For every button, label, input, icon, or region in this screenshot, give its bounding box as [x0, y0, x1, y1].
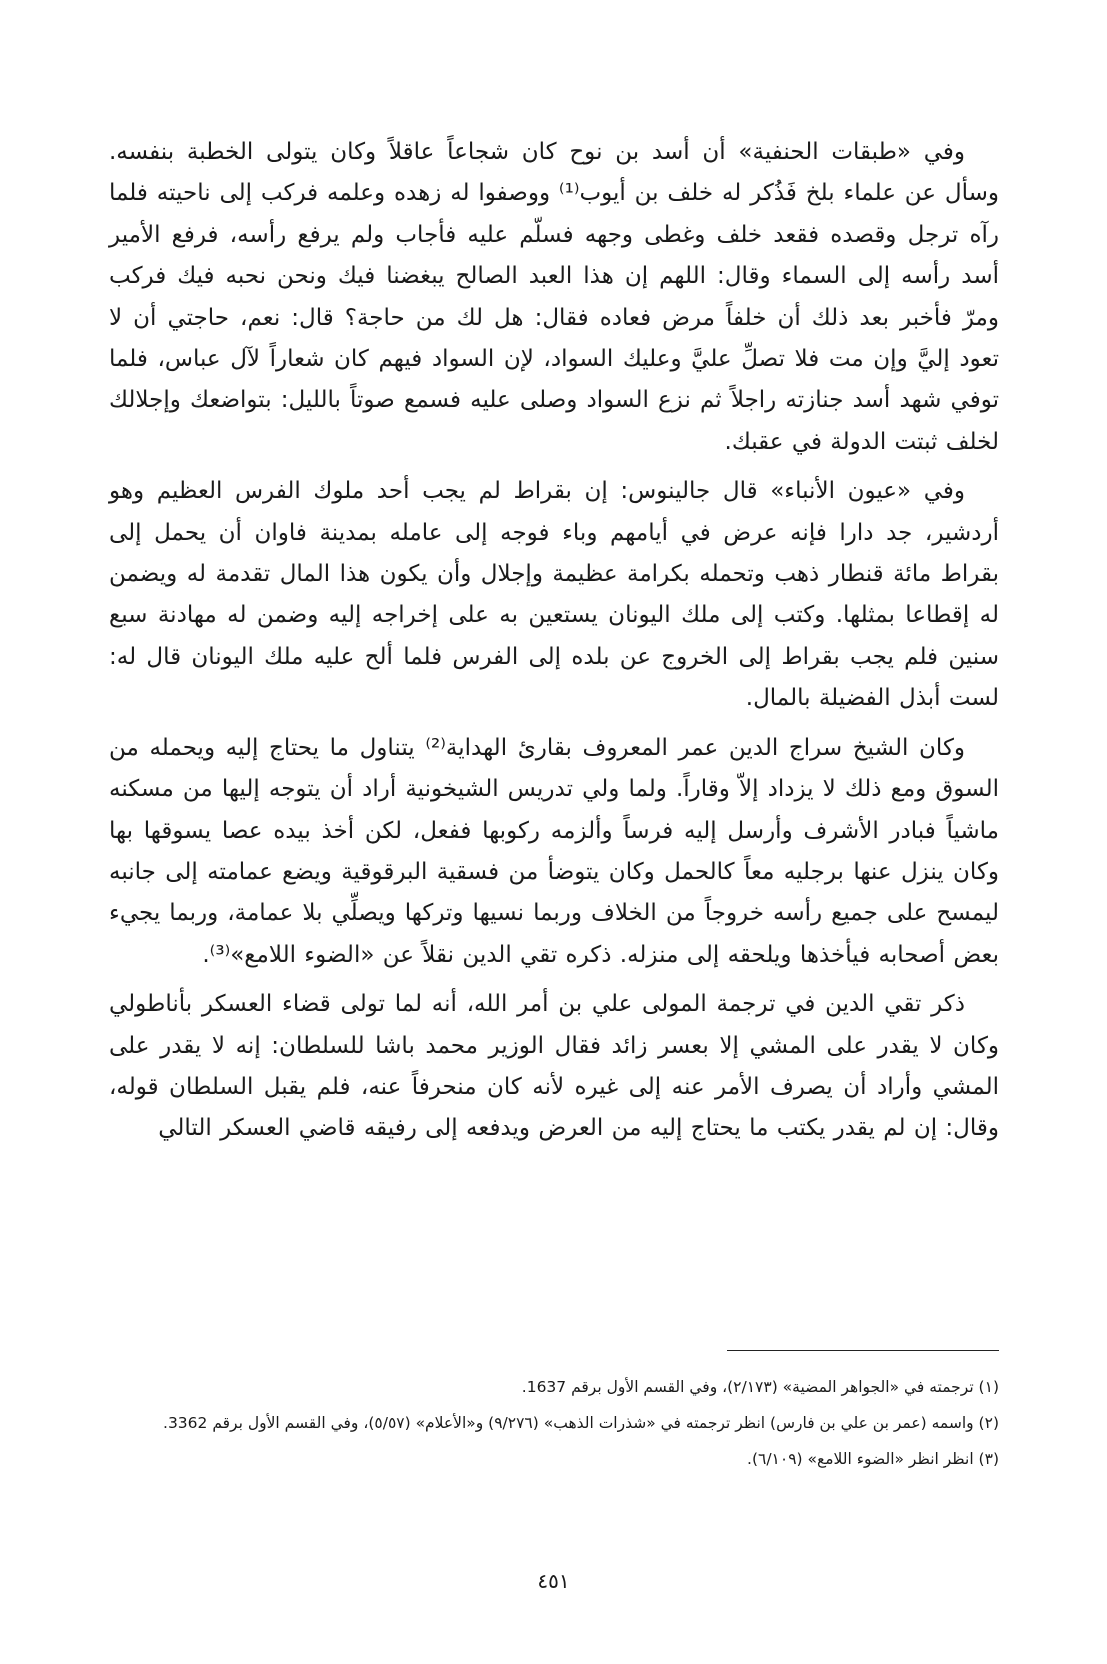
page-number: ٤٥١ — [537, 1569, 570, 1593]
footnote-1: (١) ترجمته في «الجواهر المضية» (٢/١٧٣)، وفي القسم الأول برقم 1637. — [521, 1378, 999, 1396]
paragraph-4: ذكر تقي الدين في ترجمة المولى علي بن أمر الله، أنه لما تولى قضاء العسكر بأناطولي وكان لا يقدر على المشي إلا بعسر زائد فقال الوزير محمد باشا للسلطان: إنه لا يقدر على المشي وأراد أن يصرف الأمر عنه إلى غيره لأنه كان منحرفاً عنه، فلم يقبل السلطان قوله، وقال: إن لم يقدر يكتب ما يحتاج إليه من العرض ويدفعه إلى رفيقه قاضي العسكر التالي — [109, 991, 999, 1142]
paragraph-2: وفي «عيون الأنباء» قال جالينوس: إن بقراط لم يجب أحد ملوك الفرس العظيم وهو أردشير، جد دارا فإنه عرض في أيامهم وباء فوجه إلى عامله بمدينة فاوان أن يحمل إلى بقراط مائة قنطار ذهب وتحمله بكرامة عظيمة وإجلال وأن يكون هذا المال تقدمة له ويضمن له إقطاعا بمثلها. وكتب إلى ملك اليونان يستعين به على إخراجه إليه وضمن له مهادنة سبع سنين فلم يجب بقراط إلى الخروج عن بلده إلى الفرس فلما ألح عليه ملك اليونان قال له: لست أبذل الفضيلة بالمال. — [109, 478, 999, 712]
footnote-2: (٢) واسمه (عمر بن علي بن فارس) انظر ترجمته في «شذرات الذهب» (٩/٢٧٦) و«الأعلام» (٥/٥٧)، وفي القسم الأول برقم 3362. — [163, 1414, 999, 1432]
main-text — [109, 132, 999, 1150]
paragraph-3: وكان الشيخ سراج الدين عمر المعروف بقارئ الهداية⁽²⁾ يتناول ما يحتاج إليه ويحمله من السوق ومع ذلك لا يزداد إلاّ وقاراً. ولما ولي تدريس الشيخونية أراد أن يتوجه إليها من مسكنه ماشياً فبادر الأشرف وأرسل إليه فرساً وألزمه ركوبها ففعل، لكن أخذ بيده عصا يسوقها بها وكان ينزل عنها برجليه معاً كالحمل وكان يتوضأ من فسقية البرقوقية ويضع عمامته إلى جانبه ليمسح على جميع رأسه خروجاً من الخلاف وربما نسيها وتركها ويصلِّي بلا عمامة، وربما يجيء بعض أصحابه فيأخذها ويلحقه إلى منزله. ذكره تقي الدين نقلاً عن «الضوء اللامع»⁽³⁾. — [109, 734, 999, 968]
paragraph-1: وفي «طبقات الحنفية» أن أسد بن نوح كان شجاعاً عاقلاً وكان يتولى الخطبة بنفسه. وسأل عن علماء بلخ فَذُكر له خلف بن أيوب⁽¹⁾ ووصفوا له زهده وعلمه فركب إلى ناحيته فلما رآه ترجل وقصده فقعد خلف وغطى وجهه فسلّم عليه فأجاب ولم يرفع رأسه، فرفع الأمير أسد رأسه إلى السماء وقال: اللهم إن هذا العبد الصالح يبغضنا فيك ونحن نحبه فيك فركب ومرّ فأخبر بعد ذلك أن خلفاً مرض فعاده فقال: هل لك من حاجة؟ قال: نعم، حاجتي أن لا تعود إليَّ وإن مت فلا تصلِّ عليَّ وعليك السواد، لإن السواد فيهم كان شعاراً لآل عباس، فلما توفي شهد أسد جنازته راجلاً ثم نزع السواد وصلى عليه فسمع صوتاً بالليل: بتواضعك وإجلالك لخلف ثبتت الدولة في عقبك. — [109, 139, 999, 455]
footnote-divider — [727, 1350, 999, 1351]
footnote-3: (٣) انظر انظر «الضوء اللامع» (٦/١٠٩). — [747, 1450, 999, 1468]
footnotes — [109, 1372, 999, 1480]
